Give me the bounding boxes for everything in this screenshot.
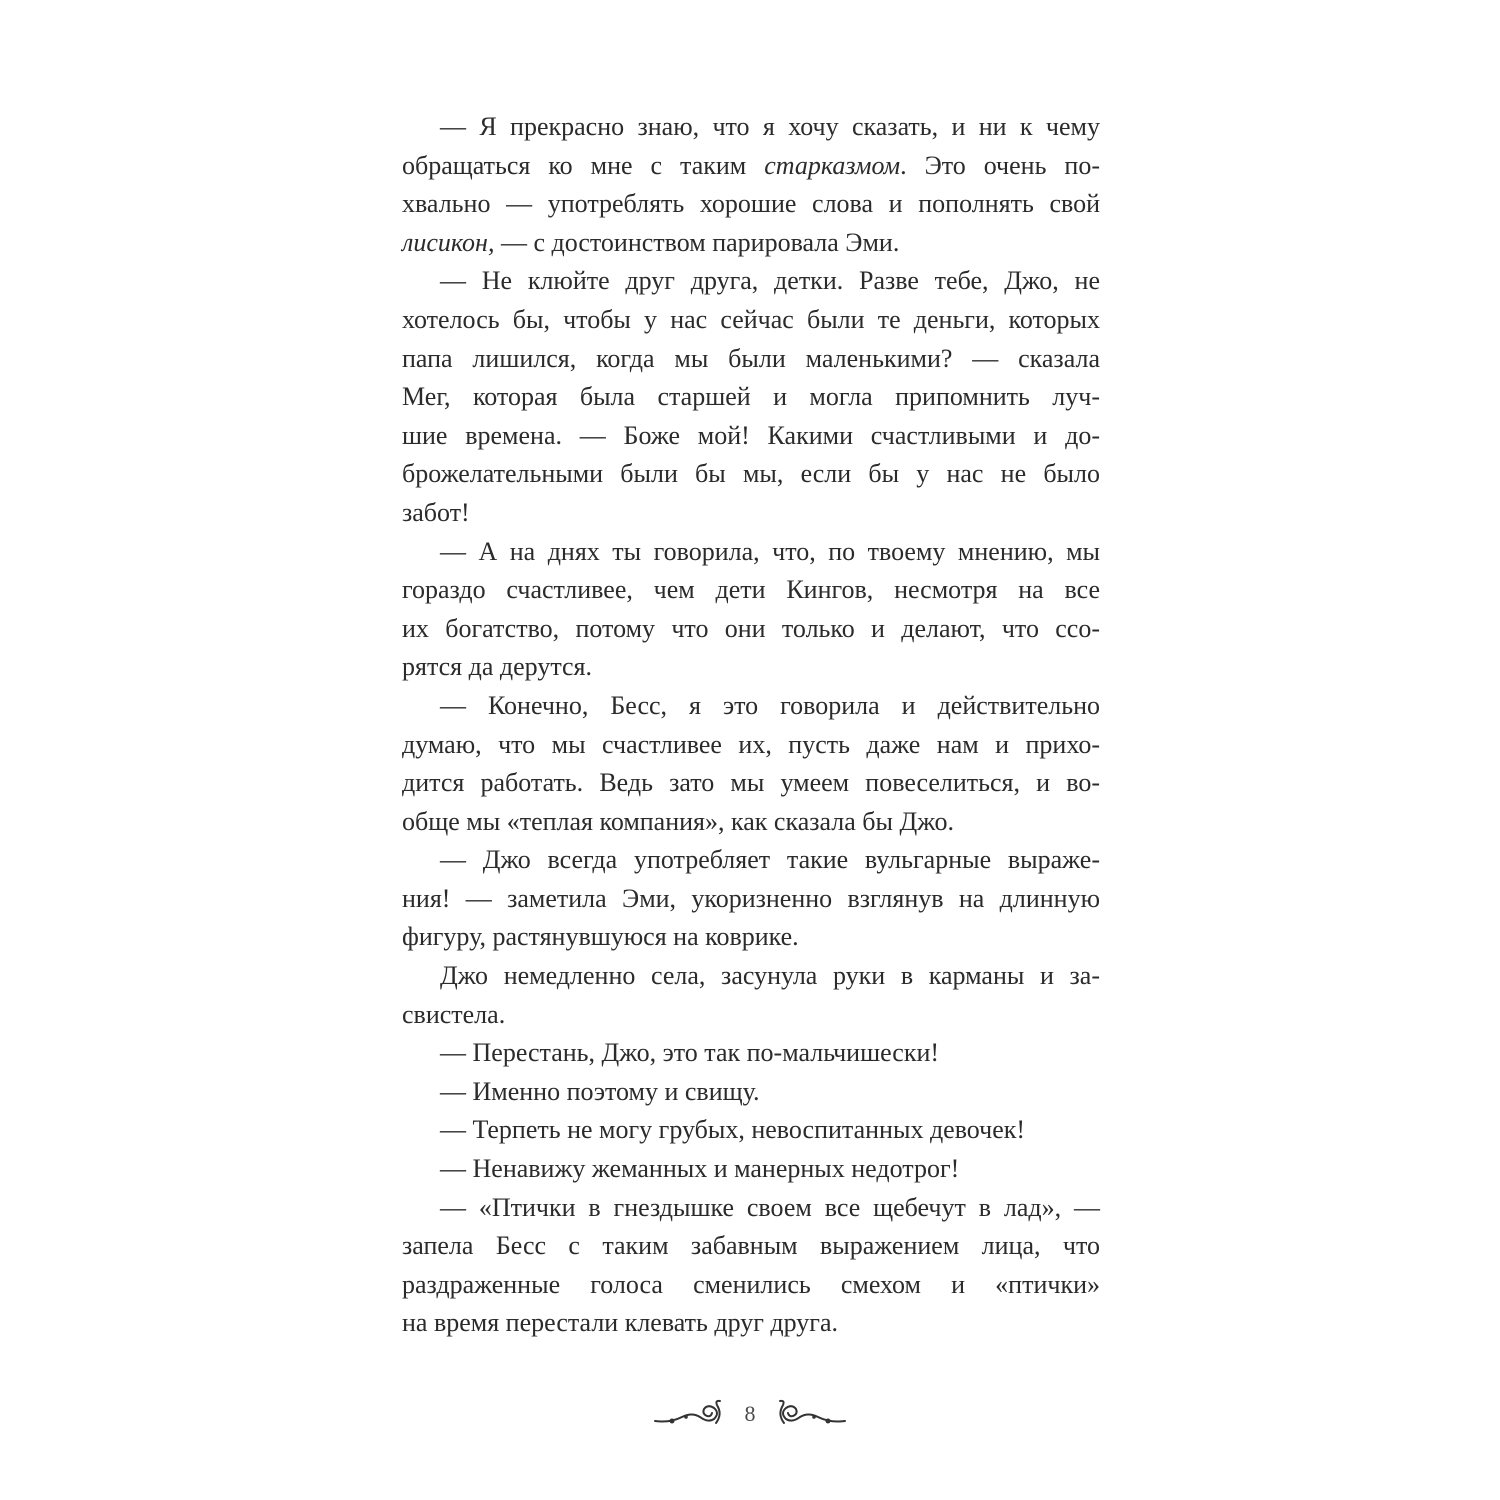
text-line: рятся да дерутся.	[402, 652, 593, 682]
text-line: папа лишился, когда мы были маленькими? — сказала	[402, 343, 1100, 373]
text-line: — Перестань, Джо, это так по-мальчишески!	[440, 1038, 940, 1068]
text-line: ния! — заметила Эми, укоризненно взглянув на длинную	[402, 883, 1100, 913]
text-line: обще мы «теплая компания», как сказала бы Джо.	[402, 806, 955, 836]
italic-word: старказмом	[764, 150, 901, 180]
text-line: раздраженные голоса сменились смехом и «птички»	[402, 1269, 1100, 1299]
italic-word: лисикон,	[402, 227, 495, 257]
text-line: хотелось бы, чтобы у нас сейчас были те деньги, которых	[402, 304, 1100, 334]
page-number: 8	[744, 1401, 756, 1426]
text-line: забот!	[402, 497, 470, 527]
text-line: на время перестали клевать друг друга.	[402, 1308, 839, 1338]
text-line: думаю, что мы счастливее их, пусть даже нам и прихо-	[402, 729, 1100, 759]
text-line: — Я прекрасно знаю, что я хочу сказать, и ни к чему	[440, 112, 1100, 141]
text-line: — Конечно, Бесс, я это говорила и действительно	[440, 690, 1100, 720]
text-line: лисикон, — с достоинством парировала Эми.	[402, 227, 900, 257]
text-line: — А на днях ты говорила, что, по твоему мнению, мы	[440, 536, 1100, 566]
text-line: Мег, которая была старшей и могла припомнить луч-	[402, 382, 1100, 412]
text-line: — Терпеть не могу грубых, невоспитанных девочек!	[440, 1115, 1026, 1145]
text-line: их богатство, потому что они только и делают, что ссо-	[402, 613, 1100, 643]
text-line: свистела.	[402, 999, 506, 1029]
text-line: Джо немедленно села, засунула руки в карманы и за-	[440, 961, 1100, 991]
text-line: шие времена. — Боже мой! Какими счастливыми и до-	[402, 420, 1100, 450]
text-line: обращаться ко мне с таким старказмом. Это очень по-	[402, 150, 1100, 180]
text-line: брожелательными были бы мы, если бы у нас не было	[402, 459, 1100, 489]
text-line: хвально — употреблять хорошие слова и пополнять свой	[402, 189, 1100, 219]
text-line: — «Птички в гнездышке своем все щебечут в лад», —	[440, 1192, 1100, 1222]
text-line: — Джо всегда употребляет такие вульгарные выраже-	[440, 845, 1100, 875]
text-line: — Ненавижу жеманных и манерных недотрог!	[440, 1154, 960, 1184]
text-line: — Не клюйте друг друга, детки. Разве тебе, Джо, не	[440, 266, 1100, 296]
text-line: фигуру, растянувшуюся на коврике.	[402, 922, 799, 952]
text-line: запела Бесс с таким забавным выражением лица, что	[402, 1231, 1100, 1261]
page-footer	[650, 1395, 850, 1445]
text-line: дится работать. Ведь зато мы умеем повеселиться, и во-	[402, 768, 1100, 798]
text-line: гораздо счастливее, чем дети Кингов, несмотря на все	[402, 575, 1100, 605]
text-line: — Именно поэтому и свищу.	[440, 1076, 760, 1106]
body-text	[402, 108, 1100, 1343]
